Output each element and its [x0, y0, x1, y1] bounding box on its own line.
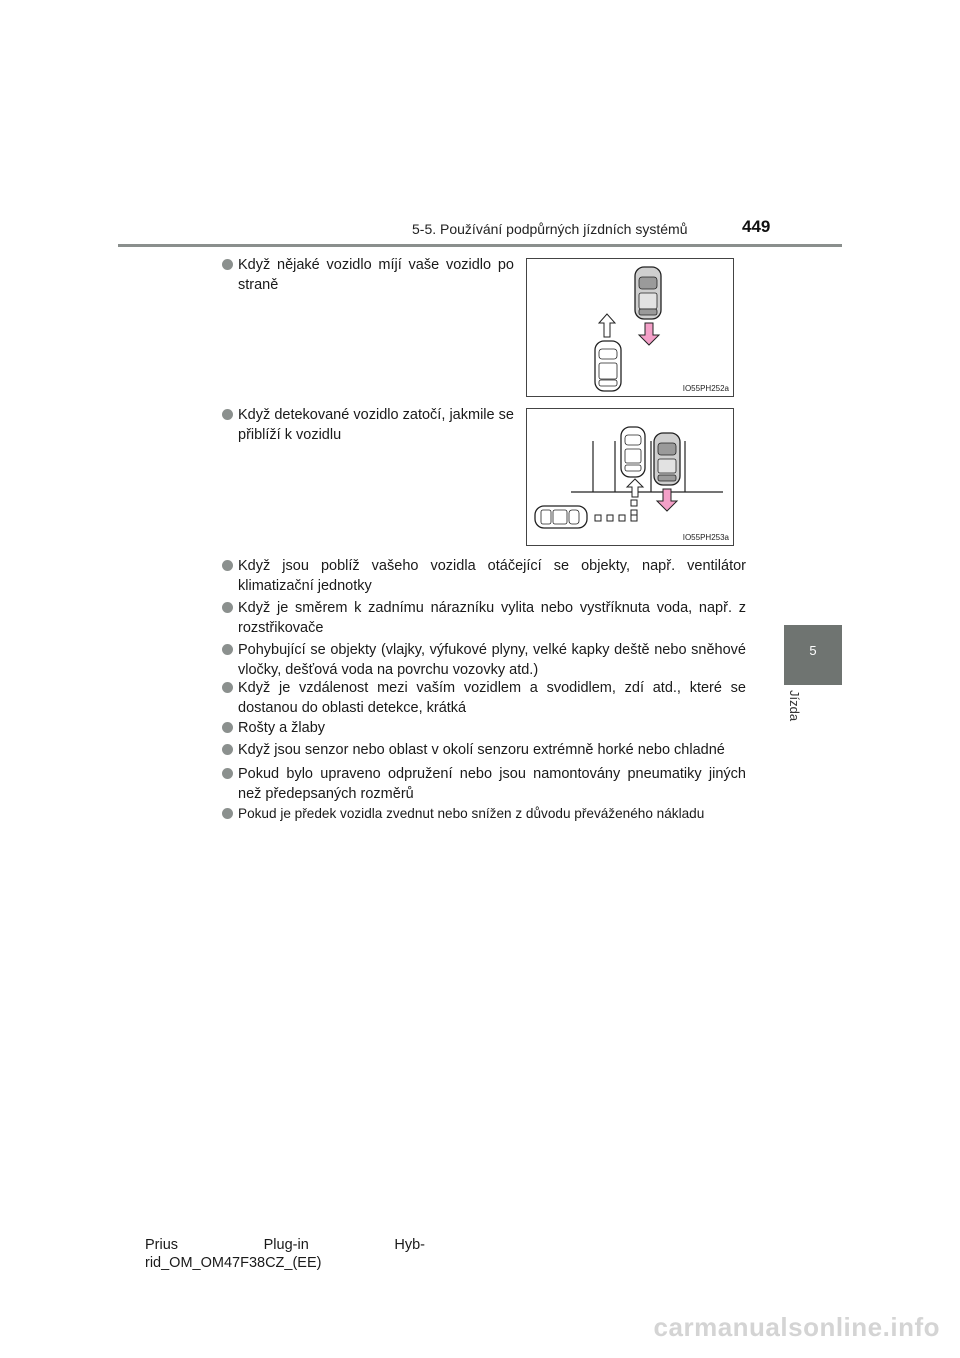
bullet-icon — [222, 259, 233, 270]
parking-lines — [571, 441, 723, 492]
watermark: carmanualsonline.info — [653, 1312, 940, 1342]
bullet-icon — [222, 602, 233, 613]
list-item-text: Když je vzdálenost mezi vaším vozidlem a svodidlem, zdí atd., které se dostanou do oblasti detekce, krátká — [238, 680, 746, 716]
footer-variant: Plug-in — [263, 1237, 309, 1253]
document-footer — [145, 1236, 425, 1272]
list-item — [222, 640, 746, 680]
arrow-up-icon — [627, 479, 643, 497]
figure-turning-vehicle — [526, 408, 734, 546]
car-turning-icon — [535, 506, 587, 528]
list-item-text: Když jsou poblíž vašeho vozidla otáčející se objekty, např. ventilátor klimatizační jednotky — [238, 558, 746, 594]
figure-passing-vehicle — [526, 258, 734, 397]
bullet-icon — [222, 722, 233, 733]
page-number: 449 — [742, 217, 771, 236]
turning-vehicle-diagram — [527, 409, 733, 545]
car-detected-icon — [635, 267, 661, 319]
bullet-icon — [222, 682, 233, 693]
car-own-icon — [621, 427, 645, 477]
list-item-text: Když detekované vozidlo zatočí, jakmile se přiblíží k vozidlu — [238, 407, 514, 443]
list-item — [222, 405, 514, 445]
list-item — [222, 678, 746, 718]
bullet-icon — [222, 644, 233, 655]
footer-type: Hyb- — [394, 1237, 425, 1253]
chapter-label-text: Jízda — [787, 690, 802, 722]
chapter-number: 5 — [809, 643, 817, 658]
vehicle-path-trail — [595, 500, 637, 521]
bullet-icon — [222, 744, 233, 755]
list-item-text: Když je směrem k zadnímu nárazníku vylita nebo vystříknuta voda, např. z rozstřikovače — [238, 600, 746, 636]
header-divider — [118, 244, 842, 247]
list-item — [222, 598, 746, 638]
list-item — [222, 556, 746, 596]
list-item-text: Pohybující se objekty (vlajky, výfukové plyny, velké kapky deště nebo sněhové vločky, dešťová voda na povrchu vozovky atd.) — [238, 642, 746, 678]
footer-manual-id: rid_OM_OM47F38CZ_(EE) — [145, 1255, 322, 1271]
bullet-icon — [222, 808, 233, 819]
arrow-up-icon — [599, 314, 615, 337]
list-item-text: Pokud bylo upraveno odpružení nebo jsou namontovány pneumatiky jiných než předepsaných rozměrů — [238, 766, 746, 802]
section-title: 5-5. Používání podpůrných jízdních systémů — [412, 221, 688, 237]
car-own-icon — [595, 341, 621, 391]
passing-vehicle-diagram — [527, 259, 733, 396]
list-item-text: Pokud je předek vozidla zvednut nebo snížen z důvodu převáženého nákladu — [238, 806, 705, 821]
list-item — [222, 255, 514, 295]
list-item-text: Když jsou senzor nebo oblast v okolí senzoru extrémně horké nebo chladné — [238, 742, 725, 758]
figure-code: IO55PH252a — [682, 384, 729, 393]
arrow-down-icon — [639, 323, 659, 345]
list-item — [222, 764, 746, 804]
list-item-text: Rošty a žlaby — [238, 720, 326, 736]
chapter-tab — [784, 625, 842, 685]
bullet-icon — [222, 560, 233, 571]
car-detected-icon — [654, 433, 680, 485]
list-item-text: Když nějaké vozidlo míjí vaše vozidlo po straně — [238, 257, 514, 293]
list-item — [222, 804, 746, 824]
bullet-icon — [222, 409, 233, 420]
footer-model: Prius — [145, 1237, 179, 1253]
list-item — [222, 740, 746, 760]
chapter-label — [786, 690, 806, 750]
bullet-icon — [222, 768, 233, 779]
figure-code: IO55PH253a — [682, 533, 729, 542]
list-item — [222, 718, 746, 738]
